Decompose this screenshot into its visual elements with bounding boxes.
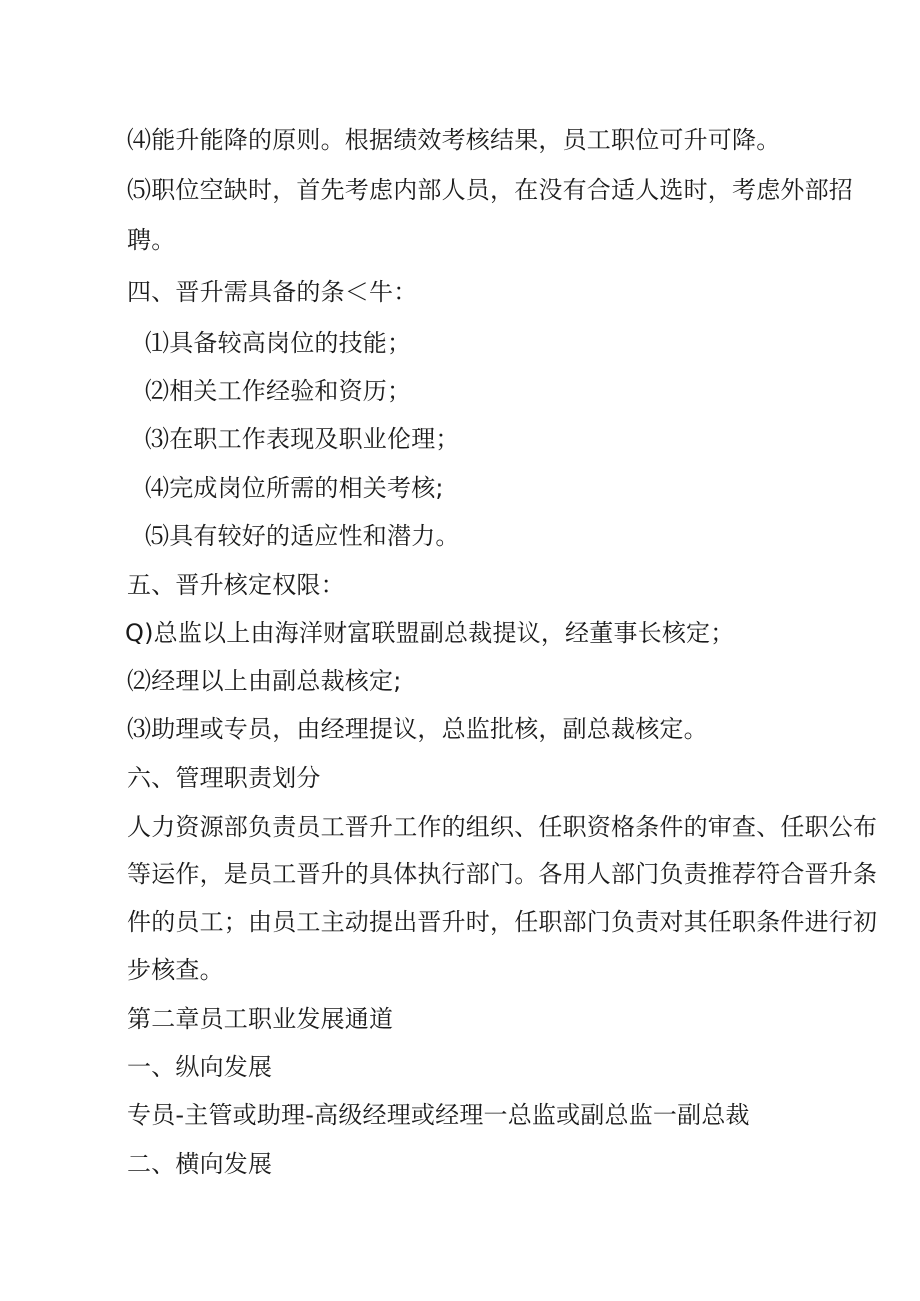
horizontal-development-heading: 二、横向发展 — [127, 1150, 273, 1178]
authority-1-line: Q)总监以上由海洋财富联盟副总裁提议，经董事长核定； — [125, 619, 735, 647]
section-4-heading: 四、晋升需具备的条＜牛： — [127, 278, 418, 306]
condition-4-line: ⑷完成岗位所需的相关考核; — [145, 474, 444, 502]
authority-3-line: ⑶助理或专员，由经理提议，总监批核，副总裁核定。 — [127, 715, 708, 743]
authority-2-line: ⑵经理以上由副总裁核定; — [127, 667, 402, 695]
condition-3-line: ⑶在职工作表现及职业伦理； — [145, 425, 460, 453]
responsibility-paragraph-line-1: 人力资源部负责员工晋升工作的组织、任职资格条件的审查、任职公布 — [127, 813, 878, 841]
responsibility-paragraph-line-3: 件的员工；由员工主动提出晋升时，任职部门负责对其任职条件进行初 — [127, 908, 878, 936]
vertical-path-line: 专员-主管或助理-高级经理或经理一总监或副总监一副总裁 — [127, 1101, 750, 1129]
condition-5-line: ⑸具有较好的适应性和潜力。 — [145, 522, 460, 550]
condition-2-line: ⑵相关工作经验和资历； — [145, 377, 412, 405]
principle-5-line: ⑸职位空缺时，首先考虑内部人员，在没有合适人选时，考虑外部招 — [127, 176, 853, 204]
principle-4-line: ⑷能升能降的原则。根据绩效考核结果，员工职位可升可降。 — [127, 126, 781, 154]
condition-1-line: ⑴具备较高岗位的技能； — [145, 329, 412, 357]
section-6-heading: 六、管理职责划分 — [127, 764, 321, 792]
principle-5-line-continued: 聘。 — [127, 226, 176, 254]
chapter-2-heading: 第二章员工职业发展通道 — [127, 1005, 394, 1033]
responsibility-paragraph-line-4: 步核查。 — [127, 956, 224, 984]
section-5-heading: 五、晋升核定权限： — [127, 571, 345, 599]
responsibility-paragraph-line-2: 等运作，是员工晋升的具体执行部门。各用人部门负责推荐符合晋升条 — [127, 860, 878, 888]
vertical-development-heading: 一、纵向发展 — [127, 1053, 273, 1081]
